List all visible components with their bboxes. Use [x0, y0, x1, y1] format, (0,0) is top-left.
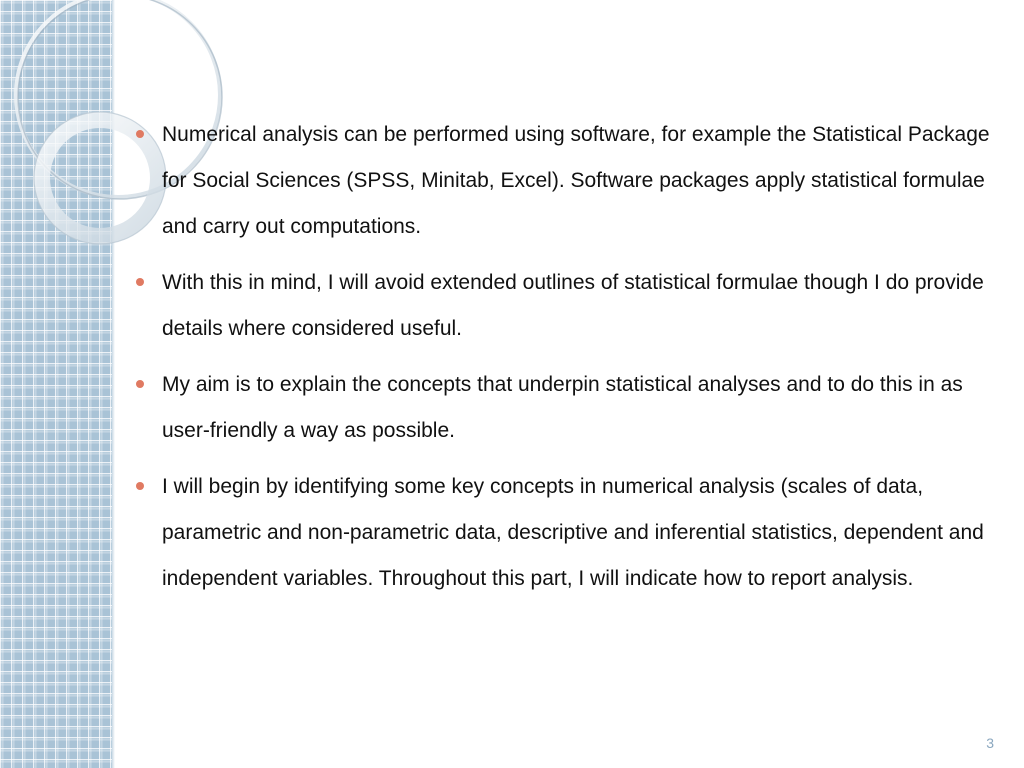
tiled-sidebar	[0, 0, 114, 768]
page-number: 3	[986, 735, 994, 751]
bullet-dot-icon	[136, 380, 144, 388]
bullet-item	[132, 260, 994, 352]
bullet-dot-icon	[136, 130, 144, 138]
bullet-text: My aim is to explain the concepts that underpin statistical analyses and to do this in as user-friendly a way as possible.	[162, 373, 963, 442]
bullet-item	[132, 464, 994, 602]
bullet-item	[132, 362, 994, 454]
bullet-item	[132, 112, 994, 250]
bullet-text: With this in mind, I will avoid extended outlines of statistical formulae though I do provide details where considered useful.	[162, 271, 984, 340]
bullet-list	[132, 112, 994, 612]
bullet-text: I will begin by identifying some key concepts in numerical analysis (scales of data, parametric and non-parametric data, descriptive and inferential statistics, dependent and independent variables. Throughout this part, I will indicate how to report analysis.	[162, 475, 984, 590]
bullet-text: Numerical analysis can be performed using software, for example the Statistical Package for Social Sciences (SPSS, Minitab, Excel). Software packages apply statistical formulae and carry out computations.	[162, 123, 990, 238]
sidebar-edge	[112, 0, 115, 768]
bullet-dot-icon	[136, 278, 144, 286]
bullet-dot-icon	[136, 482, 144, 490]
